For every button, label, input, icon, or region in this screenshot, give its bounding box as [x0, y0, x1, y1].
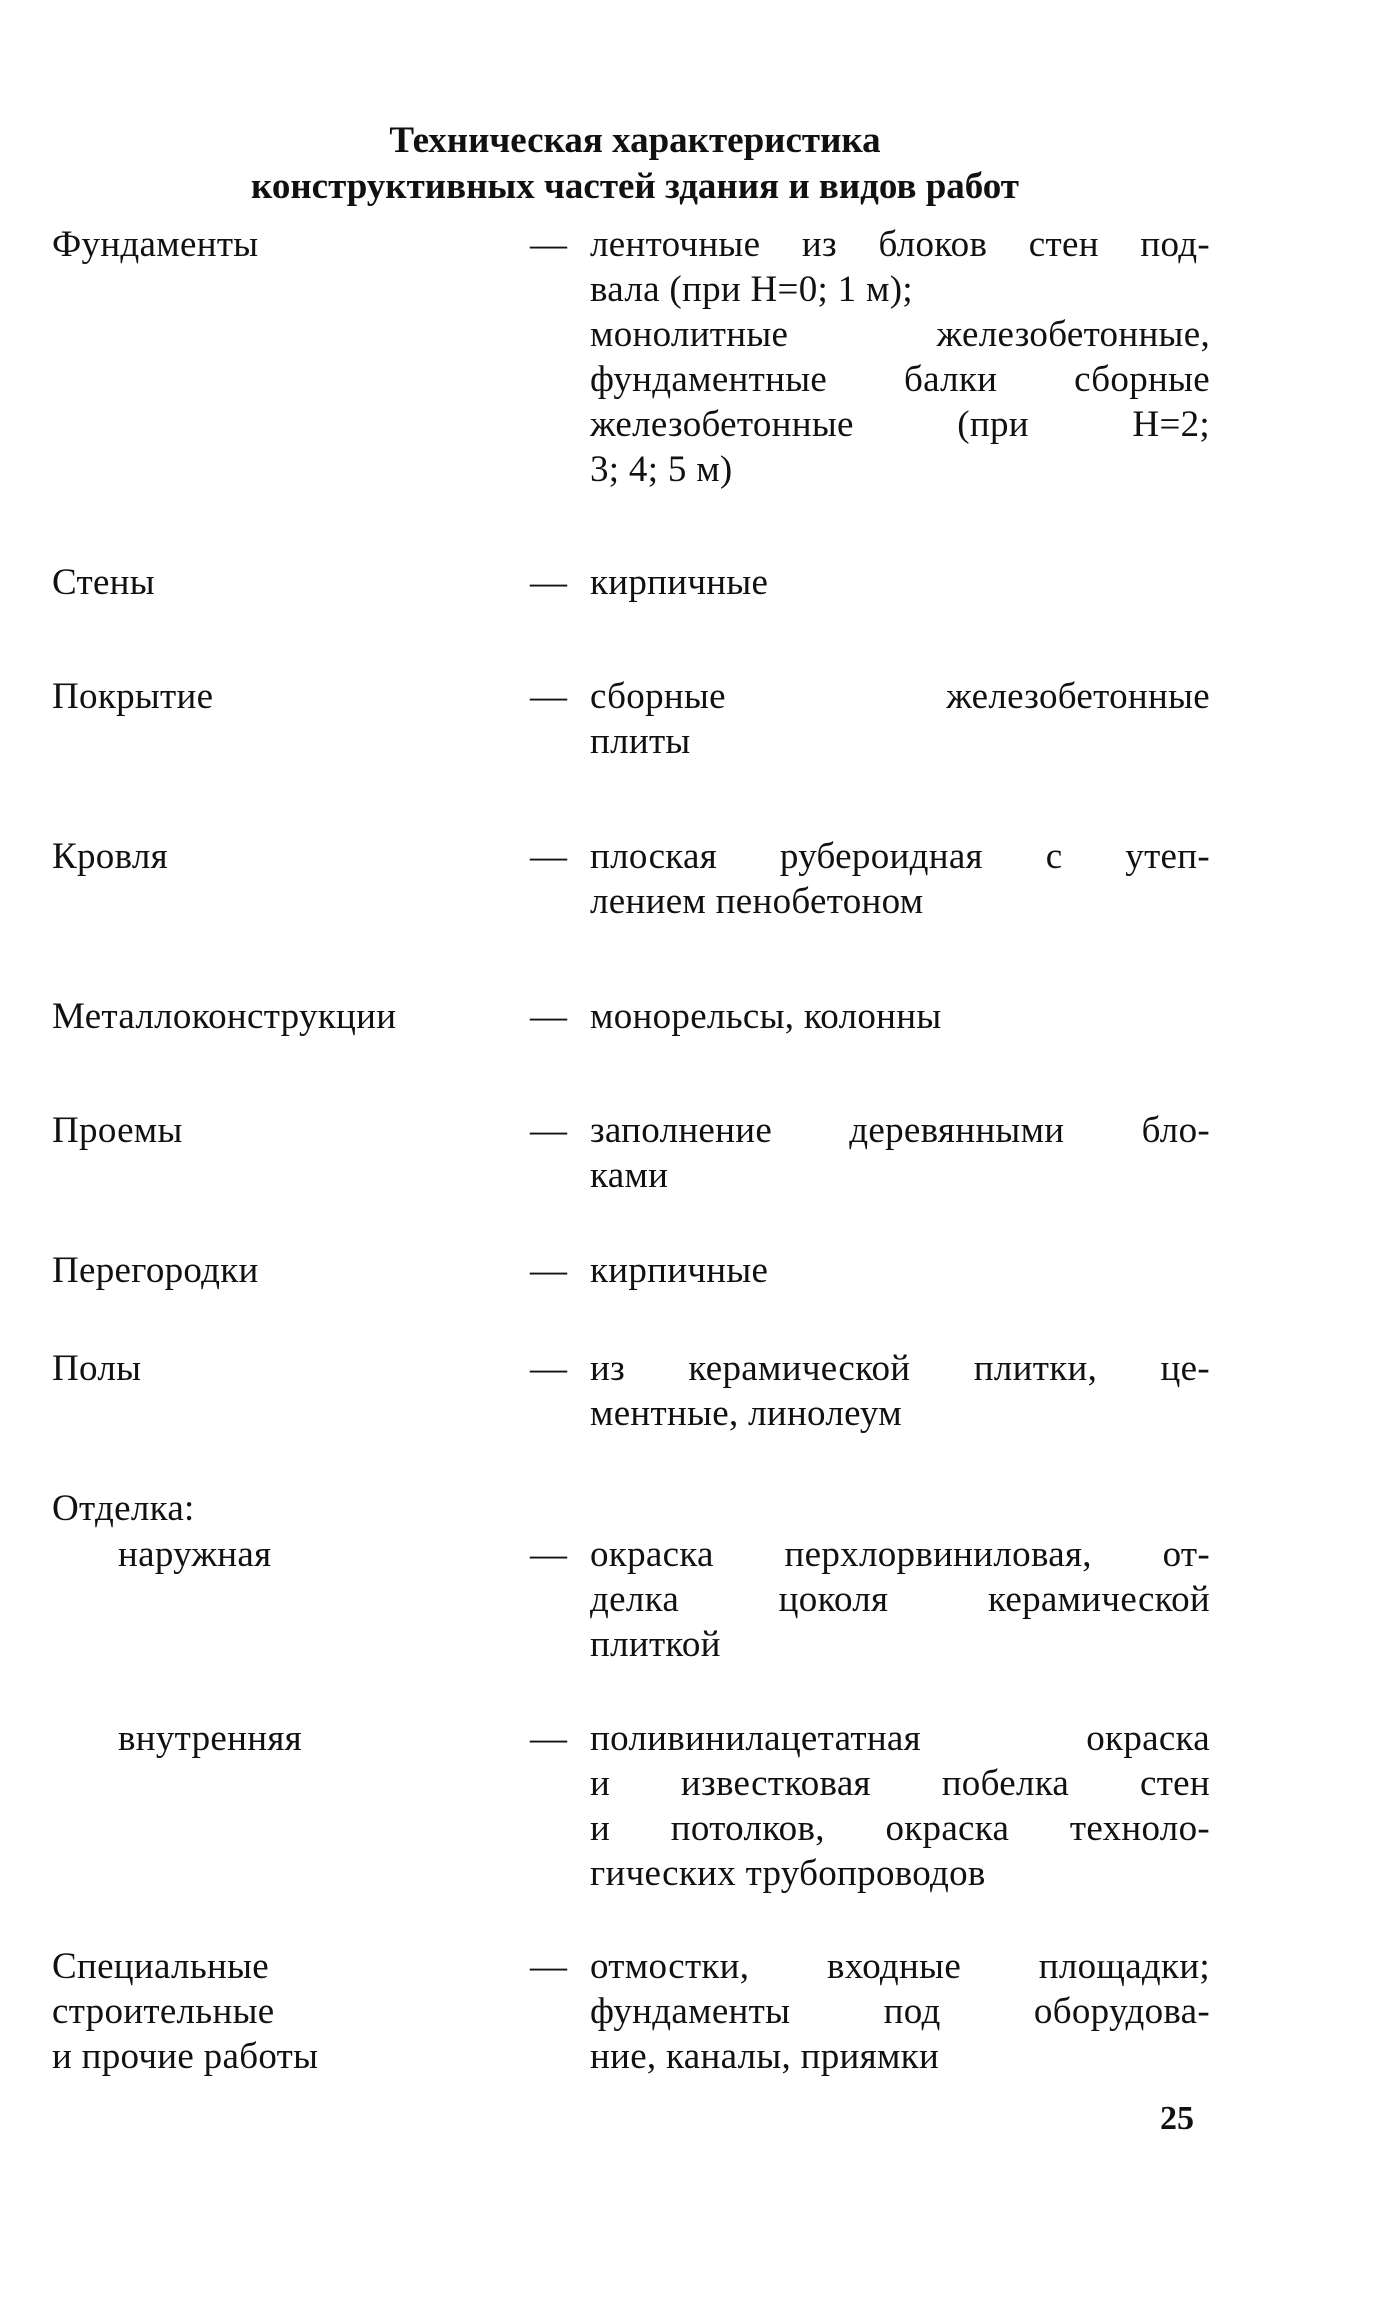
value-line: плиткой — [590, 1624, 721, 1665]
page-title: Техническая характеристика — [389, 120, 881, 161]
row-label-roof-cover: Покрытие — [52, 676, 214, 717]
dash: — — [530, 1110, 567, 1151]
label-line: строительные — [52, 1991, 275, 2032]
value-line: делка цоколя керамической — [590, 1579, 1210, 1620]
row-value-walls — [590, 560, 1210, 605]
row-label-metal: Металлоконструкции — [52, 996, 397, 1037]
value-line: монорельсы, колонны — [590, 996, 942, 1037]
value-line: ками — [590, 1155, 669, 1196]
row-label-finishing: Отделка: — [52, 1488, 195, 1529]
row-value-roof-cover — [590, 674, 1210, 764]
row-label-partitions: Перегородки — [52, 1250, 259, 1291]
dash: — — [530, 1718, 567, 1759]
value-line: отмостки, входные площадки; — [590, 1946, 1210, 1987]
label-line: Специальные — [52, 1946, 269, 1987]
value-line: лением пенобетоном — [590, 881, 924, 922]
value-line: железобетонные (при H=2; — [590, 404, 1210, 445]
value-line: и потолков, окраска техноло- — [590, 1808, 1210, 1849]
value-line: окраска перхлорвиниловая, от- — [590, 1534, 1210, 1575]
value-line: заполнение деревянными бло- — [590, 1110, 1210, 1151]
dash: — — [530, 1946, 567, 1987]
value-line: и известковая побелка стен — [590, 1763, 1210, 1804]
value-line: поливинилацетатная окраска — [590, 1718, 1210, 1759]
row-value-partitions — [590, 1248, 1210, 1293]
value-line: гических трубопроводов — [590, 1853, 986, 1894]
row-value-finishing-outer — [590, 1532, 1210, 1667]
dash: — — [530, 1250, 567, 1291]
value-line: фундаменты под оборудова- — [590, 1991, 1210, 2032]
value-line: ние, каналы, приямки — [590, 2036, 940, 2077]
row-label-walls: Стены — [52, 562, 155, 603]
dash: — — [530, 836, 567, 877]
row-value-special — [590, 1944, 1210, 2079]
row-value-finishing-inner — [590, 1716, 1210, 1896]
value-line: сборные железобетонные — [590, 676, 1210, 717]
row-label-roofing: Кровля — [52, 836, 168, 877]
value-line: плиты — [590, 721, 691, 762]
row-value-floors — [590, 1346, 1210, 1436]
row-value-openings — [590, 1108, 1210, 1198]
value-line: фундаментные балки сборные — [590, 359, 1210, 400]
dash: — — [530, 562, 567, 603]
value-line: из керамической плитки, це- — [590, 1348, 1210, 1389]
page-number: 25 — [1160, 2100, 1194, 2137]
row-label-special — [52, 1944, 318, 2079]
row-label-foundations: Фундаменты — [52, 224, 259, 265]
row-label-openings: Проемы — [52, 1110, 183, 1151]
row-label-finishing-outer: наружная — [118, 1534, 272, 1575]
row-label-floors: Полы — [52, 1348, 142, 1389]
value-line: ментные, линолеум — [590, 1393, 902, 1434]
label-line: и прочие работы — [52, 2036, 319, 2077]
row-label-finishing-inner: внутренняя — [118, 1718, 302, 1759]
dash: — — [530, 1534, 567, 1575]
row-value-metal — [590, 994, 1210, 1039]
value-line: 3; 4; 5 м) — [590, 449, 733, 490]
row-value-roofing — [590, 834, 1210, 924]
dash: — — [530, 996, 567, 1037]
value-line: вала (при H=0; 1 м); — [590, 269, 913, 310]
dash: — — [530, 1348, 567, 1389]
page-subtitle: конструктивных частей здания и видов работ — [251, 166, 1019, 207]
value-line: плоская рубероидная с утеп- — [590, 836, 1210, 877]
value-line: кирпичные — [590, 1250, 769, 1291]
dash: — — [530, 224, 567, 265]
value-line: кирпичные — [590, 562, 769, 603]
value-line: ленточные из блоков стен под- — [590, 224, 1210, 265]
value-line: монолитные железобетонные, — [590, 314, 1210, 355]
dash: — — [530, 676, 567, 717]
row-value-foundations — [590, 222, 1210, 492]
